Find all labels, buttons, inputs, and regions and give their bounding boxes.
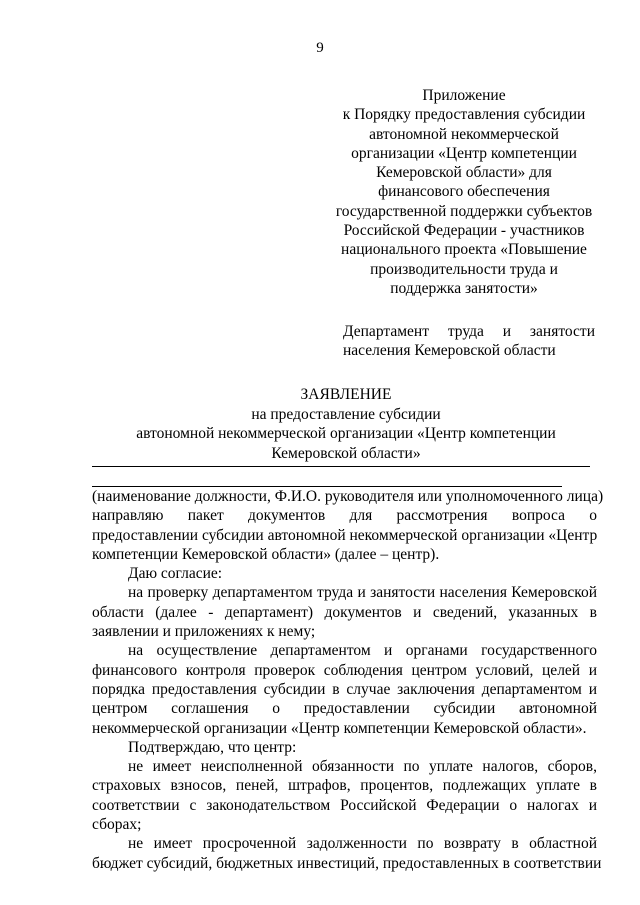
appendix-line: финансового обеспечения xyxy=(378,183,550,201)
appendix-line: к Порядку предоставления субсидии xyxy=(342,106,586,124)
document-title xyxy=(90,385,602,463)
body-line: области (далее - департамент) документов и сведений, указанных в xyxy=(92,603,597,621)
addressee-line: населения Кемеровской области xyxy=(343,342,556,359)
body-line: порядка предоставления субсидии в случае заключения департаментом и xyxy=(92,680,597,698)
appendix-note xyxy=(330,86,598,298)
appendix-line: Кемеровской области» для xyxy=(376,164,552,182)
title-line: на предоставление субсидии xyxy=(251,405,441,423)
addressee-block xyxy=(343,322,595,360)
title-line: автономной некоммерческой организации «Центр компетенции xyxy=(136,425,556,442)
appendix-line: Российской Федерации - участников xyxy=(343,222,585,240)
body-line: некоммерческой организации «Центр компетенции Кемеровской области». xyxy=(92,719,587,737)
body-line: заявлении и приложениях к нему; xyxy=(92,623,316,641)
body-line: центром соглашения о предоставлении субсидии автономной xyxy=(92,700,597,718)
appendix-line: национального проекта «Повышение xyxy=(341,241,587,259)
appendix-line: Приложение xyxy=(422,87,506,104)
body-line: предоставлении субсидии автономной некоммерческой организации «Центр xyxy=(92,526,598,544)
body-line: на проверку департаментом труда и занятости населения Кемеровской xyxy=(128,584,597,602)
body-line: соответствии с законодательством Российской Федерации о налогах и xyxy=(92,796,597,814)
appendix-line: поддержка занятости» xyxy=(390,279,538,297)
body-line: страховых взносов, пеней, штрафов, процентов, подлежащих уплате в xyxy=(92,777,597,795)
fill-in-line xyxy=(92,466,590,467)
body-line: Подтверждаю, что центр: xyxy=(128,738,297,756)
body-line: направляю пакет документов для рассмотрения вопроса о xyxy=(92,507,597,525)
body-line: не имеет неисполненной обязанности по уплате налогов, сборов, xyxy=(128,758,597,776)
body-line: финансового контроля проверок соблюдения центром условий, целей и xyxy=(92,661,597,679)
appendix-line: автономной некоммерческой xyxy=(369,125,559,143)
body-line: бюджет субсидий, бюджетных инвестиций, предоставленных в соответствии xyxy=(92,854,602,872)
appendix-line: государственной поддержки субъектов xyxy=(335,202,593,220)
body-line: сборах; xyxy=(92,816,142,834)
title-heading: ЗАЯВЛЕНИЕ xyxy=(300,386,392,403)
appendix-line: производительности труда и xyxy=(370,260,558,278)
body-line: компетенции Кемеровской области» (далее – центр). xyxy=(92,545,440,563)
caption-line: (наименование должности, Ф.И.О. руководителя или уполномоченного лица) xyxy=(92,488,604,505)
body-line: Даю согласие: xyxy=(128,565,223,583)
statement-body xyxy=(92,487,604,873)
body-line: не имеет просроченной задолженности по возврату в областной xyxy=(128,835,597,853)
appendix-line: организации «Центр компетенции xyxy=(351,144,577,162)
body-line: на осуществление департаментом и органами государственного xyxy=(128,642,597,660)
page-number: 9 xyxy=(316,40,324,56)
addressee-line: Департамент труда и занятости xyxy=(343,323,595,340)
title-line: Кемеровской области» xyxy=(271,444,421,462)
